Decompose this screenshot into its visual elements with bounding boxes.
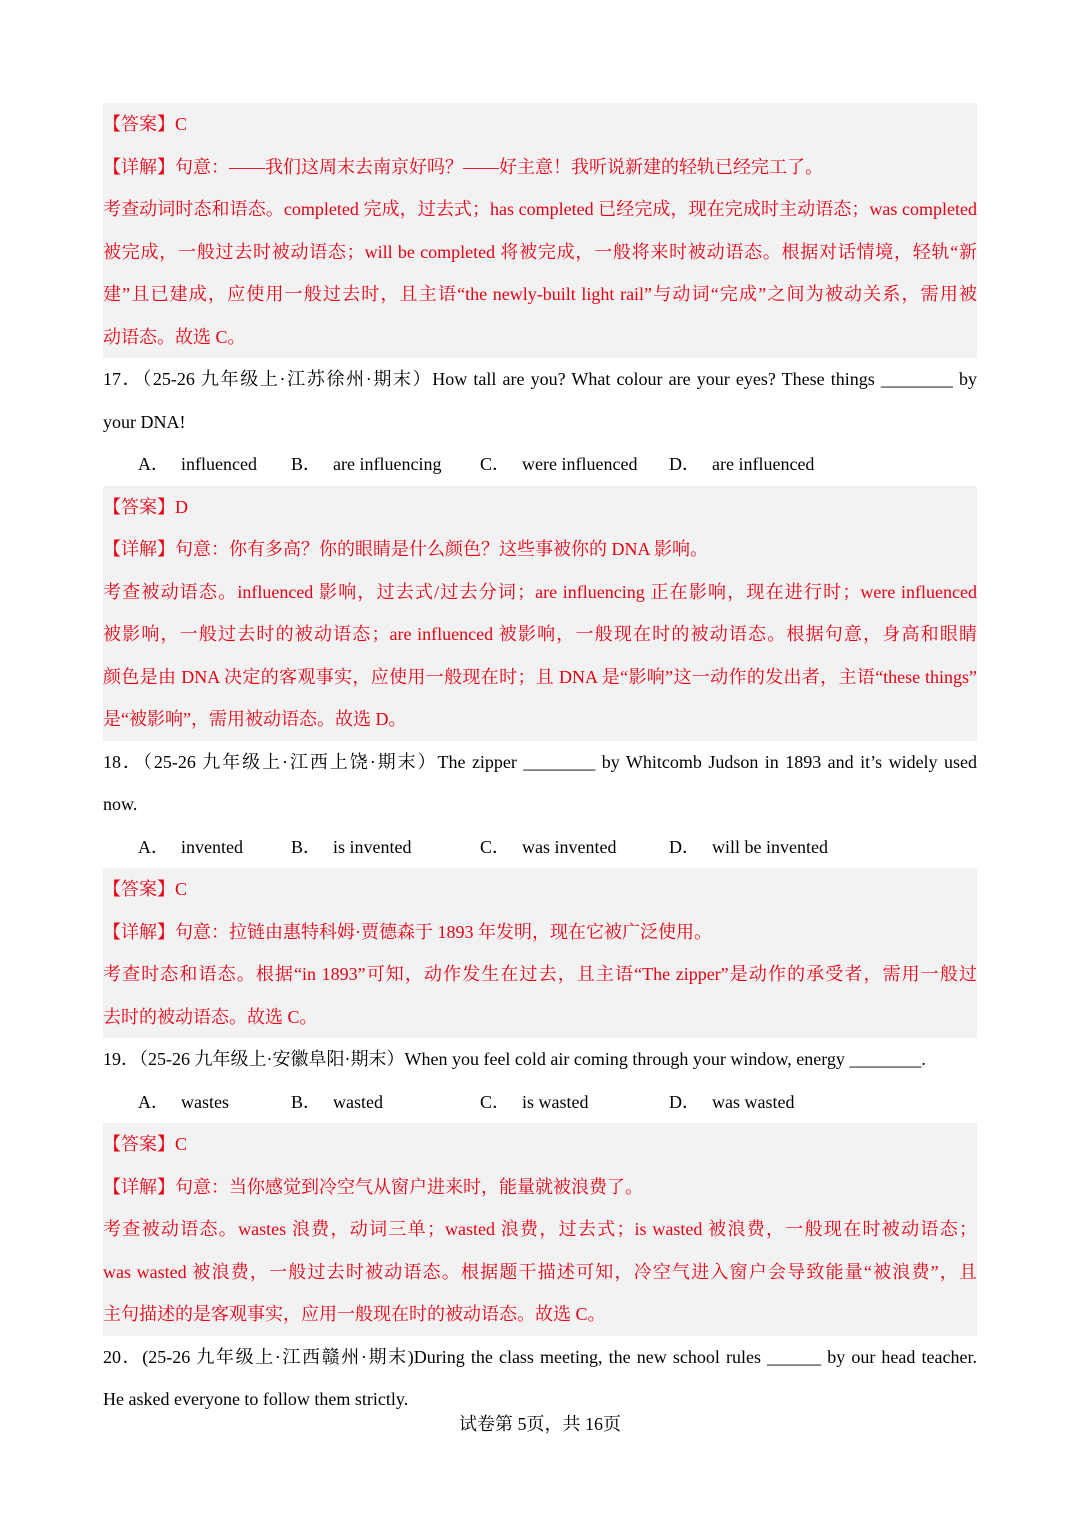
exam-page (103, 103, 977, 1421)
q18-explain-line: 考查时态和语态。根据“in 1893”可知，动作发生在过去，且主语“The zipper”是动作的承受者，需用一般过 (103, 964, 977, 984)
q17-explain-line: 是“被影响”，需用被动语态。故选 D。 (103, 709, 407, 729)
q16-explain-line: 动语态。故选 C。 (103, 326, 246, 347)
q20-stem: 20．(25-26 九年级上·江西赣州·期末)During the class meeting, the new school rules ______ by our head teacher. (103, 1346, 977, 1367)
q19-answer-block (103, 1123, 977, 1336)
q18-stem: 18．（25-26 九年级上·江西上饶·期末）The zipper ________ by Whitcomb Judson in 1893 and it’s widely used (103, 751, 977, 772)
q17-explain-line: 被影响，一般过去时的被动语态；are influenced 被影响，一般现在时的被动语态。根据句意，身高和眼睛 (103, 624, 977, 644)
q17-options (103, 443, 977, 486)
q18-explain-line: 【详解】句意：拉链由惠特科姆·贾德森于 1893 年发明，现在它被广泛使用。 (103, 921, 712, 942)
q19-option-c: C． is wasted (480, 1091, 589, 1112)
q18-option-d: D． will be invented (669, 836, 828, 857)
q19-option-d: D． was wasted (669, 1091, 795, 1112)
q17-explain-line: 颜色是由 DNA 决定的客观事实，应使用一般现在时；且 DNA 是“影响”这一动作的发出者，主语“these things” (103, 666, 977, 687)
q19-explain-line: 考查被动语态。wastes 浪费，动词三单；wasted 浪费，过去式；is wasted 被浪费，一般现在时被动语态； (103, 1219, 977, 1239)
q16-explain-line: 【详解】句意：——我们这周末去南京好吗？——好主意！我听说新建的轻轨已经完工了。 (103, 156, 823, 177)
q19-answer: 【答案】C (103, 1134, 188, 1154)
q19-option-a: A． wastes (138, 1091, 229, 1112)
q18-option-b: B． is invented (291, 836, 412, 857)
q17-option-a: A． influenced (138, 454, 257, 474)
q18-options (103, 826, 977, 869)
q16-explain-line: 考查动词时态和语态。completed 完成，过去式；has completed 已经完成，现在完成时主动语态；was completed (103, 199, 977, 219)
q17-answer-block (103, 486, 977, 741)
q19-explain-line: 【详解】句意：当你感觉到冷空气从窗户进来时，能量就被浪费了。 (103, 1176, 643, 1197)
q16-answer: 【答案】C (103, 114, 188, 134)
q16-explain-line: 建”且已建成，应使用一般过去时，且主语“the newly-built light rail”与动词“完成”之间为被动关系，需用被 (103, 284, 977, 304)
q17-stem: 17．（25-26 九年级上·江苏徐州·期末）How tall are you? What colour are your eyes? These things ________ by (103, 369, 977, 389)
q17-stem-cont: your DNA! (103, 411, 186, 432)
q18-explain-line: 去时的被动语态。故选 C。 (103, 1006, 318, 1027)
q16-explain-line: 被完成，一般过去时被动语态；will be completed 将被完成，一般将来时被动语态。根据对话情境，轻轨“新 (103, 241, 977, 262)
q19-option-b: B． wasted (291, 1091, 383, 1112)
q17-option-b: B． are influencing (291, 454, 442, 474)
q16-answer-block (103, 103, 977, 358)
q17-option-c: C． were influenced (480, 454, 638, 474)
q20-stem-cont: He asked everyone to follow them strictly. (103, 1389, 409, 1409)
q18-option-a: A． invented (138, 836, 243, 857)
page-footer: 试卷第 5页，共 16页 (459, 1414, 621, 1434)
q17-answer: 【答案】D (103, 496, 188, 517)
q19-explain-line: was wasted 被浪费，一般过去时被动语态。根据题干描述可知，冷空气进入窗户会导致能量“被浪费”，且 (103, 1261, 977, 1282)
q18-answer: 【答案】C (103, 879, 188, 899)
q18-option-c: C． was invented (480, 836, 617, 857)
q19-explain-line: 主句描述的是客观事实，应用一般现在时的被动语态。故选 C。 (103, 1304, 606, 1324)
q19-stem: 19．（25-26 九年级上·安徽阜阳·期末）When you feel cold air coming through your window, energy ________. (103, 1049, 926, 1069)
q18-stem-cont: now. (103, 794, 138, 814)
q17-explain-line: 考查被动语态。influenced 影响，过去式/过去分词；are influencing 正在影响，现在进行时；were influenced (103, 581, 977, 602)
q19-options (103, 1081, 977, 1124)
q17-option-d: D． are influenced (669, 454, 815, 474)
q18-answer-block (103, 868, 977, 1038)
q17-explain-line: 【详解】句意：你有多高？你的眼睛是什么颜色？这些事被你的 DNA 影响。 (103, 539, 709, 559)
